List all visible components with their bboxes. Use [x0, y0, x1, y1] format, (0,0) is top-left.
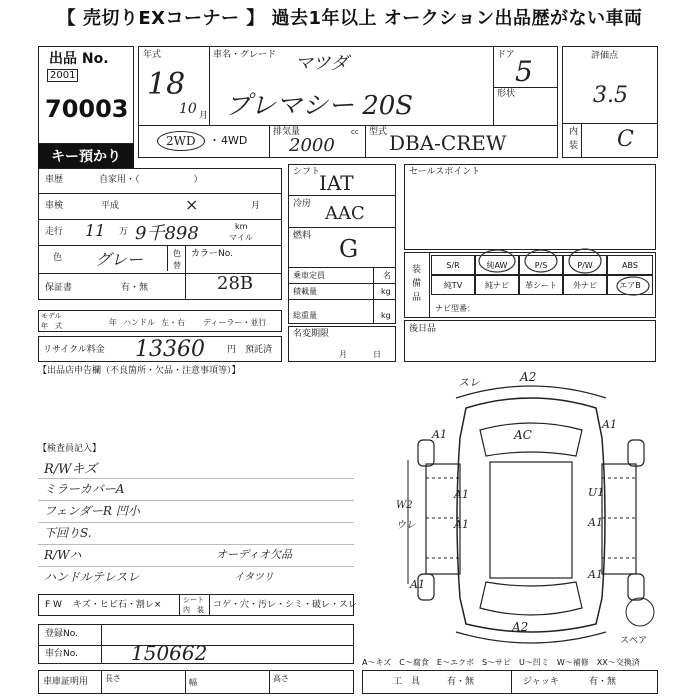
- tools-value: 有・無: [447, 677, 475, 687]
- mark-sure: スレ: [458, 376, 480, 389]
- drive-sep: ・: [209, 134, 220, 147]
- doors-label: ドア: [497, 50, 515, 60]
- name-change-day: 日: [373, 350, 381, 359]
- fuel-label: 燃料: [293, 231, 312, 241]
- inspection-mark: ×: [185, 195, 199, 214]
- equip-sr-label: S/R: [446, 260, 460, 270]
- vehicle-info-box: [138, 46, 558, 158]
- load-unit: kg: [381, 287, 391, 296]
- mark-ure: ウレ: [396, 520, 416, 531]
- handle-value: 左・右: [161, 318, 185, 327]
- color-no-label: カラーNo.: [191, 249, 233, 259]
- color-no-value: 28B: [217, 273, 254, 294]
- interior-label-2: 装: [569, 141, 579, 151]
- equip-pw-label: P/W: [577, 260, 593, 270]
- equip-aw-label: 純AW: [486, 260, 508, 270]
- spare-tire: [626, 598, 654, 626]
- equip-abs-label: ABS: [622, 260, 638, 270]
- mark-a1-r2: A1: [588, 516, 603, 529]
- chassis-label: 車台No.: [45, 649, 78, 659]
- mark-a2-front: A2: [520, 370, 537, 384]
- rear-bumper: [456, 632, 606, 643]
- seat-value: コゲ・穴・汚レ・シミ・破レ・スレ: [213, 600, 358, 610]
- car-history-label: 車歴: [45, 175, 64, 185]
- inspector-notes-area: [38, 456, 354, 592]
- seller-declaration-label: 【出品店申告欄（不良箇所・欠品・注意事項等）】: [38, 366, 241, 376]
- model-year-year: 年: [109, 318, 117, 327]
- recycle-value: 13360: [135, 337, 205, 362]
- color-change-1: 色: [173, 249, 181, 258]
- color-label: 色: [53, 253, 63, 263]
- fw-value: キズ・ヒビ石・割レ×: [73, 600, 162, 610]
- warranty-value: 有・無: [121, 283, 149, 293]
- key-badge-label: キー預かり: [51, 149, 121, 165]
- year-value: 18: [147, 67, 186, 102]
- year-label: 年式: [143, 50, 162, 60]
- mechanics-table: [288, 164, 396, 312]
- shift-value: IAT: [319, 171, 354, 195]
- width-label: 幅: [189, 678, 197, 687]
- cooler-value: AAC: [325, 203, 365, 224]
- mileage-value-2: 9千898: [135, 223, 199, 244]
- mark-w2: W2: [396, 500, 413, 511]
- seat-label-1: シート: [183, 596, 204, 604]
- name-change-month: 月: [339, 350, 347, 359]
- mark-a1-fl: A1: [432, 428, 447, 441]
- car-history-value: 自家用・（ ）: [99, 175, 203, 185]
- score-box: [562, 46, 658, 158]
- chassis-value: 150662: [131, 641, 208, 665]
- car-right-side: [602, 464, 636, 574]
- car-maker: マツダ: [295, 53, 349, 74]
- inspector-label: 【検査員記入】: [38, 444, 102, 454]
- lot-number-box: [38, 46, 134, 144]
- mark-ac: AC: [514, 428, 532, 442]
- name-change-label: 名変期限: [293, 329, 330, 339]
- score-value: 3.5: [593, 83, 628, 108]
- fw-label: F W: [45, 600, 62, 610]
- wheel-rear-right: [628, 574, 644, 600]
- lot-number: 70003: [45, 95, 129, 123]
- equipment-box: [404, 252, 656, 318]
- inspection-label: 車検: [45, 201, 64, 211]
- retrofit-box: [404, 320, 656, 362]
- recycle-status: 預託済: [245, 345, 273, 355]
- length-label: 長さ: [105, 674, 121, 683]
- capacity-unit: 名: [383, 271, 391, 280]
- fuel-value: G: [339, 235, 359, 263]
- mark-a1-rr: A1: [588, 568, 603, 581]
- car-model: プレマシー 20S: [225, 91, 414, 121]
- mileage-label: 走行: [45, 227, 64, 237]
- inspection-month: 月: [251, 201, 261, 211]
- doors-value: 5: [515, 55, 533, 88]
- car-roof: [490, 462, 572, 578]
- recycle-unit: 円: [227, 345, 237, 355]
- wheel-front-right: [628, 440, 644, 466]
- equip-navi-label: 純ナビ: [485, 280, 509, 290]
- mark-a2-rear: A2: [512, 620, 529, 634]
- inspection-era: 平成: [101, 201, 120, 211]
- mark-a1-l2: A1: [454, 518, 469, 531]
- retrofit-label: 後日品: [409, 324, 437, 334]
- displacement-label: 排気量: [273, 127, 301, 137]
- equip-ext-navi-label: 外ナビ: [573, 280, 597, 290]
- type-label: 型式: [369, 127, 388, 137]
- tools-jack-row: [362, 670, 658, 694]
- total-weight-label: 総重量: [293, 311, 317, 320]
- equip-tv[interactable]: [431, 275, 475, 295]
- inspector-line-1: R/Wキズ: [44, 462, 98, 477]
- audio-note: オーディオ欠品: [216, 548, 293, 561]
- equip-sr[interactable]: [431, 255, 475, 275]
- equip-tv-label: 純TV: [443, 280, 463, 290]
- cert-label: 車庫証明用: [43, 677, 89, 687]
- model-year-label-2: 年 式: [41, 322, 62, 330]
- recycle-label: リサイクル料金: [43, 345, 105, 355]
- color-change-2: 替: [173, 261, 181, 270]
- drive-2wd[interactable]: [157, 131, 205, 151]
- total-weight-unit: kg: [381, 311, 391, 320]
- equipment-check-marks: [475, 243, 615, 277]
- recycle-row: [38, 336, 282, 362]
- shift-label: シフト: [293, 167, 321, 177]
- mileage-unit-km: km: [235, 222, 248, 231]
- jack-value: 有・無: [589, 677, 617, 687]
- inspector-line-3: フェンダーR 凹小: [44, 504, 140, 518]
- displacement-value: 2000: [289, 135, 335, 156]
- scratch-note: イタツリ: [234, 572, 274, 583]
- capacity-label: 乗車定員: [293, 271, 325, 280]
- sales-point-label: セールスポイント: [409, 167, 481, 177]
- type-value: DBA-CREW: [389, 131, 507, 155]
- equip-leather[interactable]: [519, 275, 563, 295]
- mileage-value-1: 11: [85, 221, 106, 240]
- lot-label: 出品 No.: [49, 51, 109, 67]
- warranty-label: 保証書: [45, 283, 73, 293]
- inspector-line-6: ハンドルテレスレ: [44, 570, 140, 584]
- score-label: 評価点: [591, 51, 619, 61]
- drive-2wd-label: 2WD: [166, 134, 196, 148]
- tools-label: 工 具: [393, 677, 421, 687]
- damage-legend: A～キズ C～腐食 E～エクボ S～サビ U～凹ミ W～補修 XX～交換済: [362, 658, 640, 667]
- displacement-unit: cc: [351, 128, 359, 136]
- model-year-label-1: モデル: [41, 312, 62, 320]
- name-change-box: [288, 326, 396, 362]
- car-rear-window: [480, 582, 582, 615]
- jack-label: ジャッキ: [523, 677, 559, 687]
- seat-label-2: 内 装: [183, 606, 204, 614]
- history-table: [38, 168, 282, 300]
- mileage-unit-mile: マイル: [229, 233, 253, 242]
- interior-label-1: 内: [569, 127, 579, 137]
- equip-ext-navi[interactable]: [563, 275, 607, 295]
- equip-airbag-label: エアB: [619, 280, 641, 290]
- spare-label: スペア: [620, 636, 648, 646]
- shape-label: 形状: [497, 89, 516, 99]
- car-name-label: 車名・グレード: [213, 50, 277, 60]
- month-suffix: 月: [199, 111, 209, 121]
- equipment-label-3: 品: [412, 293, 422, 303]
- total-weight-row: [288, 308, 396, 324]
- mark-a1-rl: A1: [410, 578, 425, 591]
- sales-point-box: [404, 164, 656, 250]
- page-title: 【 売切りEXコーナー 】 過去1年以上 オークション出品歴がない車両: [57, 8, 643, 29]
- handle-label: ハンドル: [123, 318, 155, 327]
- page-header: [0, 0, 700, 34]
- equip-navi[interactable]: [475, 275, 519, 295]
- mileage-man: 万: [119, 227, 129, 237]
- drive-4wd[interactable]: 4WD: [221, 134, 248, 147]
- equipment-label-1: 装: [412, 265, 422, 275]
- equipment-label-2: 備: [412, 279, 422, 289]
- reg-no-label: 登録No.: [45, 629, 78, 639]
- airbag-check-mark: [613, 275, 653, 297]
- equip-ps-label: P/S: [534, 260, 548, 270]
- fw-seat-row: [38, 594, 358, 616]
- model-year-row: [38, 310, 282, 332]
- height-label: 高さ: [273, 674, 289, 683]
- garage-cert-row: [38, 670, 354, 694]
- equip-leather-label: 革シート: [525, 280, 557, 290]
- key-badge: [38, 144, 134, 168]
- wheel-front-left: [418, 440, 434, 466]
- month-value: 10: [179, 101, 197, 117]
- inspector-line-4: 下回りS.: [44, 526, 92, 540]
- load-label: 積載量: [293, 287, 317, 296]
- dealer-label: ディーラー・並行: [203, 318, 267, 327]
- registration-box: [38, 624, 354, 664]
- navi-model-label: ナビ型番：: [435, 304, 475, 313]
- interior-value: C: [617, 127, 634, 152]
- mark-a1-l1: A1: [454, 488, 469, 501]
- lot-tag: 2001: [47, 69, 78, 82]
- inspector-line-2: ミラーカバーA: [44, 482, 125, 496]
- cooler-label: 冷房: [293, 199, 312, 209]
- color-value: グレー: [95, 250, 144, 269]
- inspector-line-5: R/Wハ: [44, 548, 82, 562]
- mark-u1-r: U1: [588, 486, 605, 499]
- mark-a1-fr: A1: [602, 418, 617, 431]
- car-damage-diagram: [396, 368, 666, 652]
